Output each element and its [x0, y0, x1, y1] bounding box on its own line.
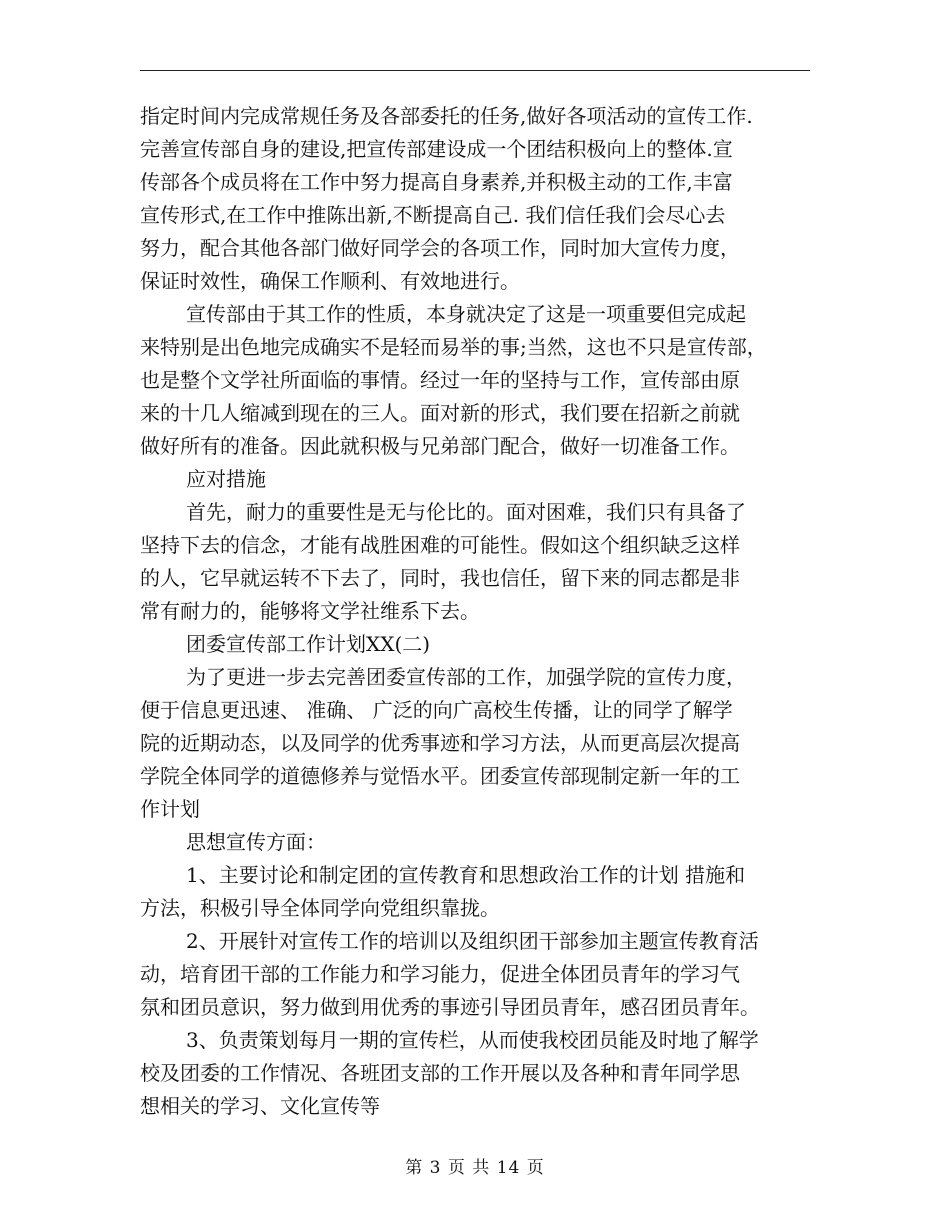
text-line: 指定时间内完成常规任务及各部委托的任务,做好各项活动的宣传工作. [140, 104, 753, 128]
text-line: 3、负责策划每月一期的宣传栏，从而使我校团员能及时地了解学 [186, 1028, 759, 1052]
text-line: 动，培育团干部的工作能力和学习能力，促进全体团员青年的学习气 [140, 962, 740, 986]
text-line: 坚持下去的信念，才能有战胜困难的可能性。假如这个组织缺乏这样 [140, 533, 740, 557]
text-line: 1、主要讨论和制定团的宣传教育和思想政治工作的计划 措施和 [186, 863, 746, 887]
text-line: 的人，它早就运转不下去了，同时，我也信任，留下来的同志都是非 [140, 566, 740, 590]
text-line: 常有耐力的，能够将文学社维系下去。 [140, 599, 480, 623]
text-line: 做好所有的准备。因此就积极与兄弟部门配合，做好一切准备工作。 [140, 434, 740, 458]
text-line: 校及团委的工作情况、各班团支部的工作开展以及各种和青年同学思 [140, 1061, 740, 1085]
text-line: 氛和团员意识，努力做到用优秀的事迹引导团员青年，感召团员青年。 [140, 995, 760, 1019]
document-body [140, 100, 810, 1123]
text-line: 完善宣传部自身的建设,把宣传部建设成一个团结积极向上的整体.宣 [140, 137, 733, 161]
text-line: 努力，配合其他各部门做好同学会的各项工作，同时加大宣传力度， [140, 236, 740, 260]
text-line: 应对措施 [186, 467, 266, 491]
text-line: 宣传部由于其工作的性质，本身就决定了这是一项重要但完成起 [186, 302, 746, 326]
header-rule [140, 70, 810, 71]
text-line: 首先，耐力的重要性是无与伦比的。面对困难，我们只有具备了 [186, 500, 746, 524]
text-line: 作计划 [140, 797, 200, 821]
text-line: 团委宣传部工作计划XX(二) [186, 632, 431, 656]
text-line: 宣传形式,在工作中推陈出新,不断提高自己. 我们信任我们会尽心去 [140, 203, 726, 227]
text-line: 思想宣传方面： [186, 830, 326, 854]
text-line: 学院全体同学的道德修养与觉悟水平。团委宣传部现制定新一年的工 [140, 764, 740, 788]
text-line: 来的十几人缩减到现在的三人。面对新的形式，我们要在招新之前就 [140, 401, 740, 425]
text-line: 来特别是出色地完成确实不是轻而易举的事;当然，这也不只是宣传部， [140, 335, 767, 359]
text-line: 院的近期动态，以及同学的优秀事迹和学习方法，从而更高层次提高 [140, 731, 740, 755]
page-footer: 第 3 页 共 14 页 [405, 1158, 545, 1178]
text-line: 为了更进一步去完善团委宣传部的工作，加强学院的宣传力度， [186, 665, 746, 689]
text-line: 也是整个文学社所面临的事情。经过一年的坚持与工作，宣传部由原 [140, 368, 740, 392]
text-line: 2、开展针对宣传工作的培训以及组织团干部参加主题宣传教育活 [186, 929, 759, 953]
text-line: 传部各个成员将在工作中努力提高自身素养,并积极主动的工作,丰富 [140, 170, 733, 194]
text-line: 保证时效性，确保工作顺利、有效地进行。 [140, 269, 520, 293]
text-line: 方法，积极引导全体同学向党组织靠拢。 [140, 896, 500, 920]
text-line: 便于信息更迅速、 准确、 广泛的向广高校生传播，让的同学了解学 [140, 698, 733, 722]
text-line: 想相关的学习、文化宣传等 [140, 1094, 380, 1118]
